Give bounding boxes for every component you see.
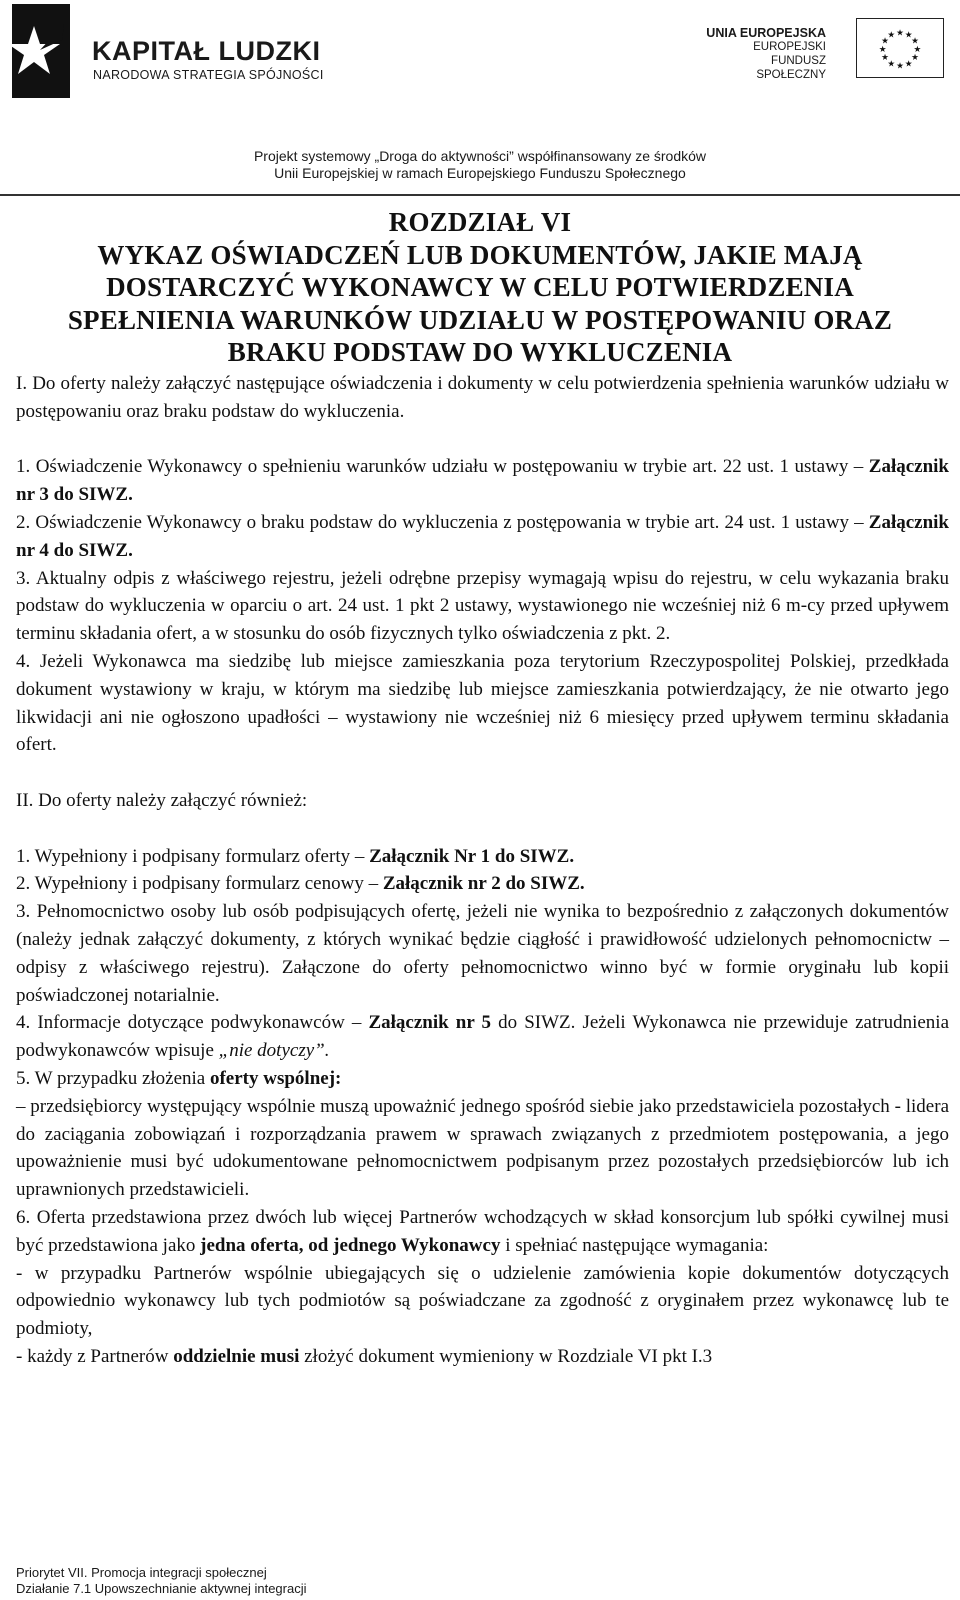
footer-line-1: Priorytet VII. Promocja integracji społecznej: [16, 1565, 267, 1580]
section-2-item-6-sub-2: [16, 1343, 949, 1371]
svg-text:★: ★: [878, 44, 887, 55]
item-text: 6. Oferta przedstawiona przez dwóch lub więcej Partnerów wchodzących w skład konsorcjum lub spółki cywilnej musi być przedstawiona jako: [16, 1206, 949, 1256]
item-text-continued: i spełniać następujące wymagania:: [500, 1234, 769, 1256]
eu-logo-text: [700, 26, 826, 82]
chapter-heading: [20, 206, 940, 369]
item-text: 2. Wypełniony i podpisany formularz cenowy –: [16, 873, 383, 895]
section-1-item-2: [16, 509, 949, 565]
section-2-item-4: [16, 1009, 949, 1065]
project-line-2: Unii Europejskiej w ramach Europejskiego Funduszu Społecznego: [274, 165, 686, 181]
chapter-line-1: ROZDZIAŁ VI: [388, 207, 572, 237]
logo-title: KAPITAŁ LUDZKI: [92, 36, 321, 66]
svg-text:★: ★: [887, 30, 896, 41]
svg-text:★: ★: [881, 53, 889, 64]
page-header: [0, 0, 960, 196]
item-text: 2. Oświadczenie Wykonawcy o braku podstaw do wykluczenia z postępowania w trybie art. 24 ust. 1 ustawy –: [16, 511, 869, 533]
item-text: - każdy z Partnerów: [16, 1345, 174, 1367]
eu-flag-icon: [856, 18, 944, 78]
section-2-item-6: [16, 1204, 949, 1260]
section-2-item-5-dash: – przedsiębiorcy występujący wspólnie muszą upoważnić jednego spośród siebie jako przedstawiciela pozostałych - lidera do zaciągania zobowiązań i rozporządzania prawem w sprawach związanych z przedmiotem postępowania, a jego upoważnienie musi być udokumentowane pełnomocnictwem podpisanym przez pozostałych przedsiębiorców lub ich uprawnionych przedstawicieli.: [16, 1095, 949, 1201]
page-footer: [16, 1565, 307, 1597]
item-attachment: Załącznik Nr 1 do SIWZ.: [369, 845, 575, 867]
section-2-item-5: [16, 1065, 949, 1093]
item-attachment: Załącznik nr 4 do SIWZ.: [16, 511, 949, 561]
chapter-line-4: SPEŁNIENIA WARUNKÓW UDZIAŁU W POSTĘPOWANIU ORAZ: [67, 304, 893, 335]
section-1-item-3: 3. Aktualny odpis z właściwego rejestru, jeżeli odrębne przepisy wymagają wpisu do rejestru, w celu wykazania braku podstaw do wykluczenia w oparciu o art. 24 ust. 1 pkt 2 ustawy, wystawionego nie wcześniej niż 6 m-cy przed upływem terminu składania ofert, a w stosunku do osób fizycznych tylko oświadczenia z pkt. 2.: [16, 567, 949, 645]
svg-text:★: ★: [911, 36, 919, 47]
item-text-continued: złożyć dokument wymieniony w Rozdziale VI pkt I.3: [299, 1345, 713, 1367]
item-attachment: Załącznik nr 3 do SIWZ.: [16, 456, 949, 506]
project-line-1: Projekt systemowy „Droga do aktywności” współfinansowany ze środków: [253, 148, 707, 164]
svg-text:★: ★: [896, 28, 904, 39]
kapital-ludzki-star-icon: [4, 4, 70, 98]
spacer: [16, 426, 949, 454]
svg-text:★: ★: [887, 59, 896, 70]
section-1-item-4: 4. Jeżeli Wykonawca ma siedzibę lub miejsce zamieszkania poza terytorium Rzeczypospolitej Polskiej, przedkłada dokument wystawiony w kraju, w którym ma siedzibę lub miejsce zamieszkania potwierdzający, że nie otwarto jego likwidacji ani nie ogłoszono upadłości – wystawiony nie wcześniej niż 6 miesięcy przed upływem terminu składania ofert.: [16, 650, 949, 756]
svg-text:★: ★: [904, 59, 913, 70]
section-1-item-1: [16, 453, 949, 509]
item-text: 1. Wypełniony i podpisany formularz oferty –: [16, 845, 370, 867]
item-text-continued: do SIWZ. Jeżeli Wykonawca nie przewiduje zatrudnienia podwykonawców wpisuje: [16, 1012, 950, 1062]
svg-text:★: ★: [911, 53, 919, 64]
spacer: [16, 759, 949, 787]
item-attachment: Załącznik nr 5: [368, 1012, 492, 1034]
item-attachment: Załącznik nr 2 do SIWZ.: [382, 873, 585, 895]
item-emphasis: jedna oferta, od jednego Wykonawcy: [200, 1234, 501, 1256]
section-2-item-6-sub-1: - w przypadku Partnerów wspólnie ubiegających się o udzielenie zamówienia kopie dokumentów dotyczących odpowiednio wykonawcy lub tych podmiotów są poświadczane za zgodność z oryginałem przez wykonawcę lub te podmioty,: [16, 1262, 949, 1340]
item-text: 4. Informacje dotyczące podwykonawców –: [16, 1012, 369, 1034]
chapter-line-5: BRAKU PODSTAW DO WYKLUCZENIA: [227, 337, 733, 367]
eu-line-3: FUNDUSZ SPOŁECZNY: [756, 55, 826, 81]
item-italic-note: „nie dotyczy”.: [218, 1040, 330, 1062]
item-text: 5. W przypadku złożenia: [16, 1067, 210, 1089]
svg-text:★: ★: [881, 36, 889, 47]
section-2-intro: II. Do oferty należy załączyć również:: [16, 789, 308, 811]
section-1-intro: I. Do oferty należy załączyć następujące oświadczenia i dokumenty w celu potwierdzenia spełnienia warunków udziału w postępowaniu oraz braku podstaw do wykluczenia.: [16, 373, 949, 422]
chapter-line-2: WYKAZ OŚWIADCZEŃ LUB DOKUMENTÓW, JAKIE MAJĄ: [97, 239, 863, 270]
section-2-item-2: [16, 870, 949, 898]
svg-text:★: ★: [904, 30, 913, 41]
footer-line-2: Działanie 7.1 Upowszechnianie aktywnej integracji: [16, 1581, 307, 1596]
document-body: [16, 370, 949, 1371]
item-emphasis: oddzielnie musi: [173, 1345, 300, 1367]
eu-logo: [700, 18, 950, 84]
item-text: 1. Oświadczenie Wykonawcy o spełnieniu warunków udziału w postępowaniu w trybie art. 22 ust. 1 ustawy –: [16, 456, 869, 478]
item-emphasis: oferty wspólnej:: [209, 1067, 342, 1089]
svg-text:★: ★: [913, 44, 922, 55]
spacer: [16, 815, 949, 843]
kapital-ludzki-logo: [4, 4, 344, 100]
eu-line-2: EUROPEJSKI: [753, 41, 826, 53]
section-2-item-3: 3. Pełnomocnictwo osoby lub osób podpisujących ofertę, jeżeli nie wynika to bezpośrednio z załączonych dokumentów (należy jednak załączyć dokumenty, z których wynikać będzie ciągłość i prawidłowość udzielonych pełnomocnictw – odpisy z właściwego rejestru). Załączone do oferty pełnomocnictwo winno być w formie oryginału lub kopii poświadczonej notarialnie.: [16, 901, 949, 1006]
svg-text:★: ★: [896, 61, 904, 72]
eu-line-1: UNIA EUROPEJSKA: [706, 26, 826, 40]
chapter-line-3: DOSTARCZYĆ WYKONAWCY W CELU POTWIERDZENIA: [106, 272, 854, 302]
logo-subtitle: NARODOWA STRATEGIA SPÓJNOŚCI: [93, 68, 324, 82]
section-2-item-1: [16, 843, 949, 871]
project-info: [0, 148, 960, 182]
header-divider: [0, 194, 960, 196]
